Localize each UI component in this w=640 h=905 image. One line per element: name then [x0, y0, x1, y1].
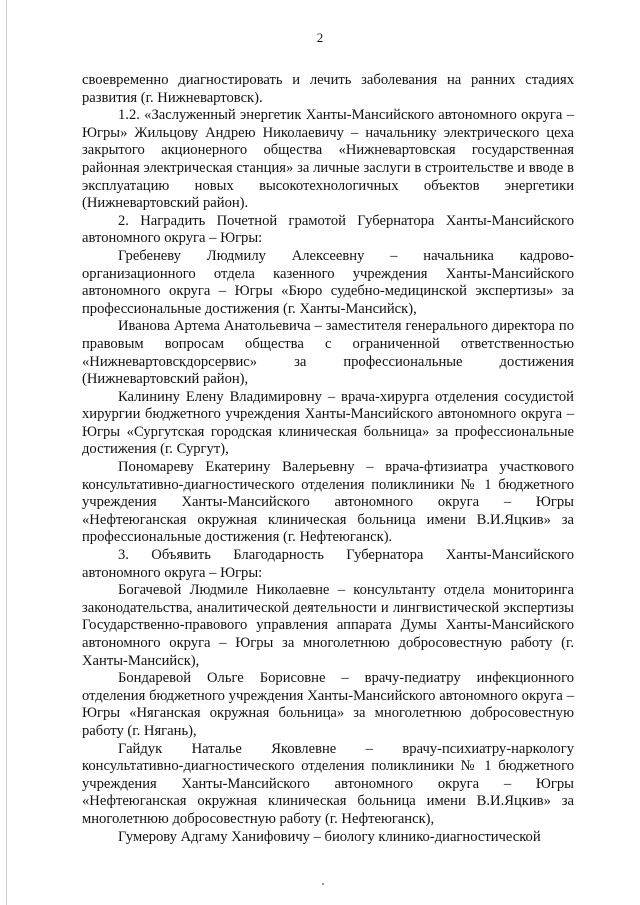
paragraph-gumerov: Гумерову Адгаму Ханифовичу – биологу клинико-диагностической	[118, 828, 541, 845]
paragraph-gaiduk: Гайдук Наталье Яковлевне – врачу-психиатру-наркологу консультативно-диагностического отделения поликлиники № 1 бюджетного учреждения Ханты-Мансийского автономного округа – Югры «Нефтеюганская окружная клиническая больница имени В.И.Яцкив» за многолетнюю добросовестную работу (г. Нефтеюганск),	[82, 740, 574, 827]
paragraph-section-2-heading: 2. Наградить Почетной грамотой Губернатора Ханты-Мансийского автономного округа – Югры:	[82, 212, 574, 247]
document-body	[82, 72, 574, 846]
paragraph-ivanov: Иванова Артема Анатольевича – заместителя генерального директора по правовым вопросам общества с ограниченной ответственностью «Нижневартовскдорсервис» за профессиональные достижения (Нижневартовский район),	[82, 318, 574, 388]
paragraph-ponomareva: Пономареву Екатерину Валерьевну – врача-фтизиатра участкового консультативно-диагностического отделения поликлиники № 1 бюджетного учреждения Ханты-Мансийского автономного округа – Югры «Нефтеюганская окружная клиническая больница имени В.И.Яцкив» за профессиональные достижения (г. Нефтеюганск).	[82, 459, 574, 546]
paragraph-bogacheva: Богачевой Людмиле Николаевне – консультанту отдела мониторинга законодательства, аналитической деятельности и лингвистической экспертизы Государственно-правового управления аппарата Думы Ханты-Мансийского автономного округа – Югры за многолетнюю добросовестную работу (г. Ханты-Мансийск),	[82, 582, 574, 669]
page-number: 2	[316, 30, 324, 45]
paragraph-kalinina: Калинину Елену Владимировну – врача-хирурга отделения сосудистой хирургии бюджетного учреждения Ханты-Мансийского автономного округа – Югры «Сургутская городская клиническая больница» за профессиональные достижения (г. Сургут),	[82, 388, 574, 458]
paragraph-bondareva: Бондаревой Ольге Борисовне – врачу-педиатру инфекционного отделения бюджетного учреждения Ханты-Мансийского автономного округа – Югры «Няганская окружная больница» за многолетнюю добросовестную работу (г. Нягань),	[82, 670, 574, 739]
paragraph-award-energetik: 1.2. «Заслуженный энергетик Ханты-Мансийского автономного округа – Югры» Жильцову Андрею Николаевичу – начальнику электрического цеха закрытого акционерного общества «Нижневартовская государственная районная электрическая станция» за личные заслуги в строительстве и вводе в эксплуатацию новых высокотехнологичных объектов энергетики (Нижневартовский район).	[82, 107, 574, 212]
scan-speck	[322, 883, 324, 885]
paragraph-section-3-heading: 3. Объявить Благодарность Губернатора Ханты-Мансийского автономного округа – Югры:	[82, 547, 574, 581]
paragraph-continuation: своевременно диагностировать и лечить заболевания на ранних стадиях развития (г. Нижневартовск).	[82, 72, 574, 106]
paragraph-grebeneva: Гребеневу Людмилу Алексеевну – начальника кадрово-организационного отдела казенного учреждения Ханты-Мансийского автономного округа – Югры «Бюро судебно-медицинской экспертизы» за профессиональные достижения (г. Ханты-Мансийск),	[82, 247, 574, 317]
scan-edge-line	[6, 0, 7, 905]
